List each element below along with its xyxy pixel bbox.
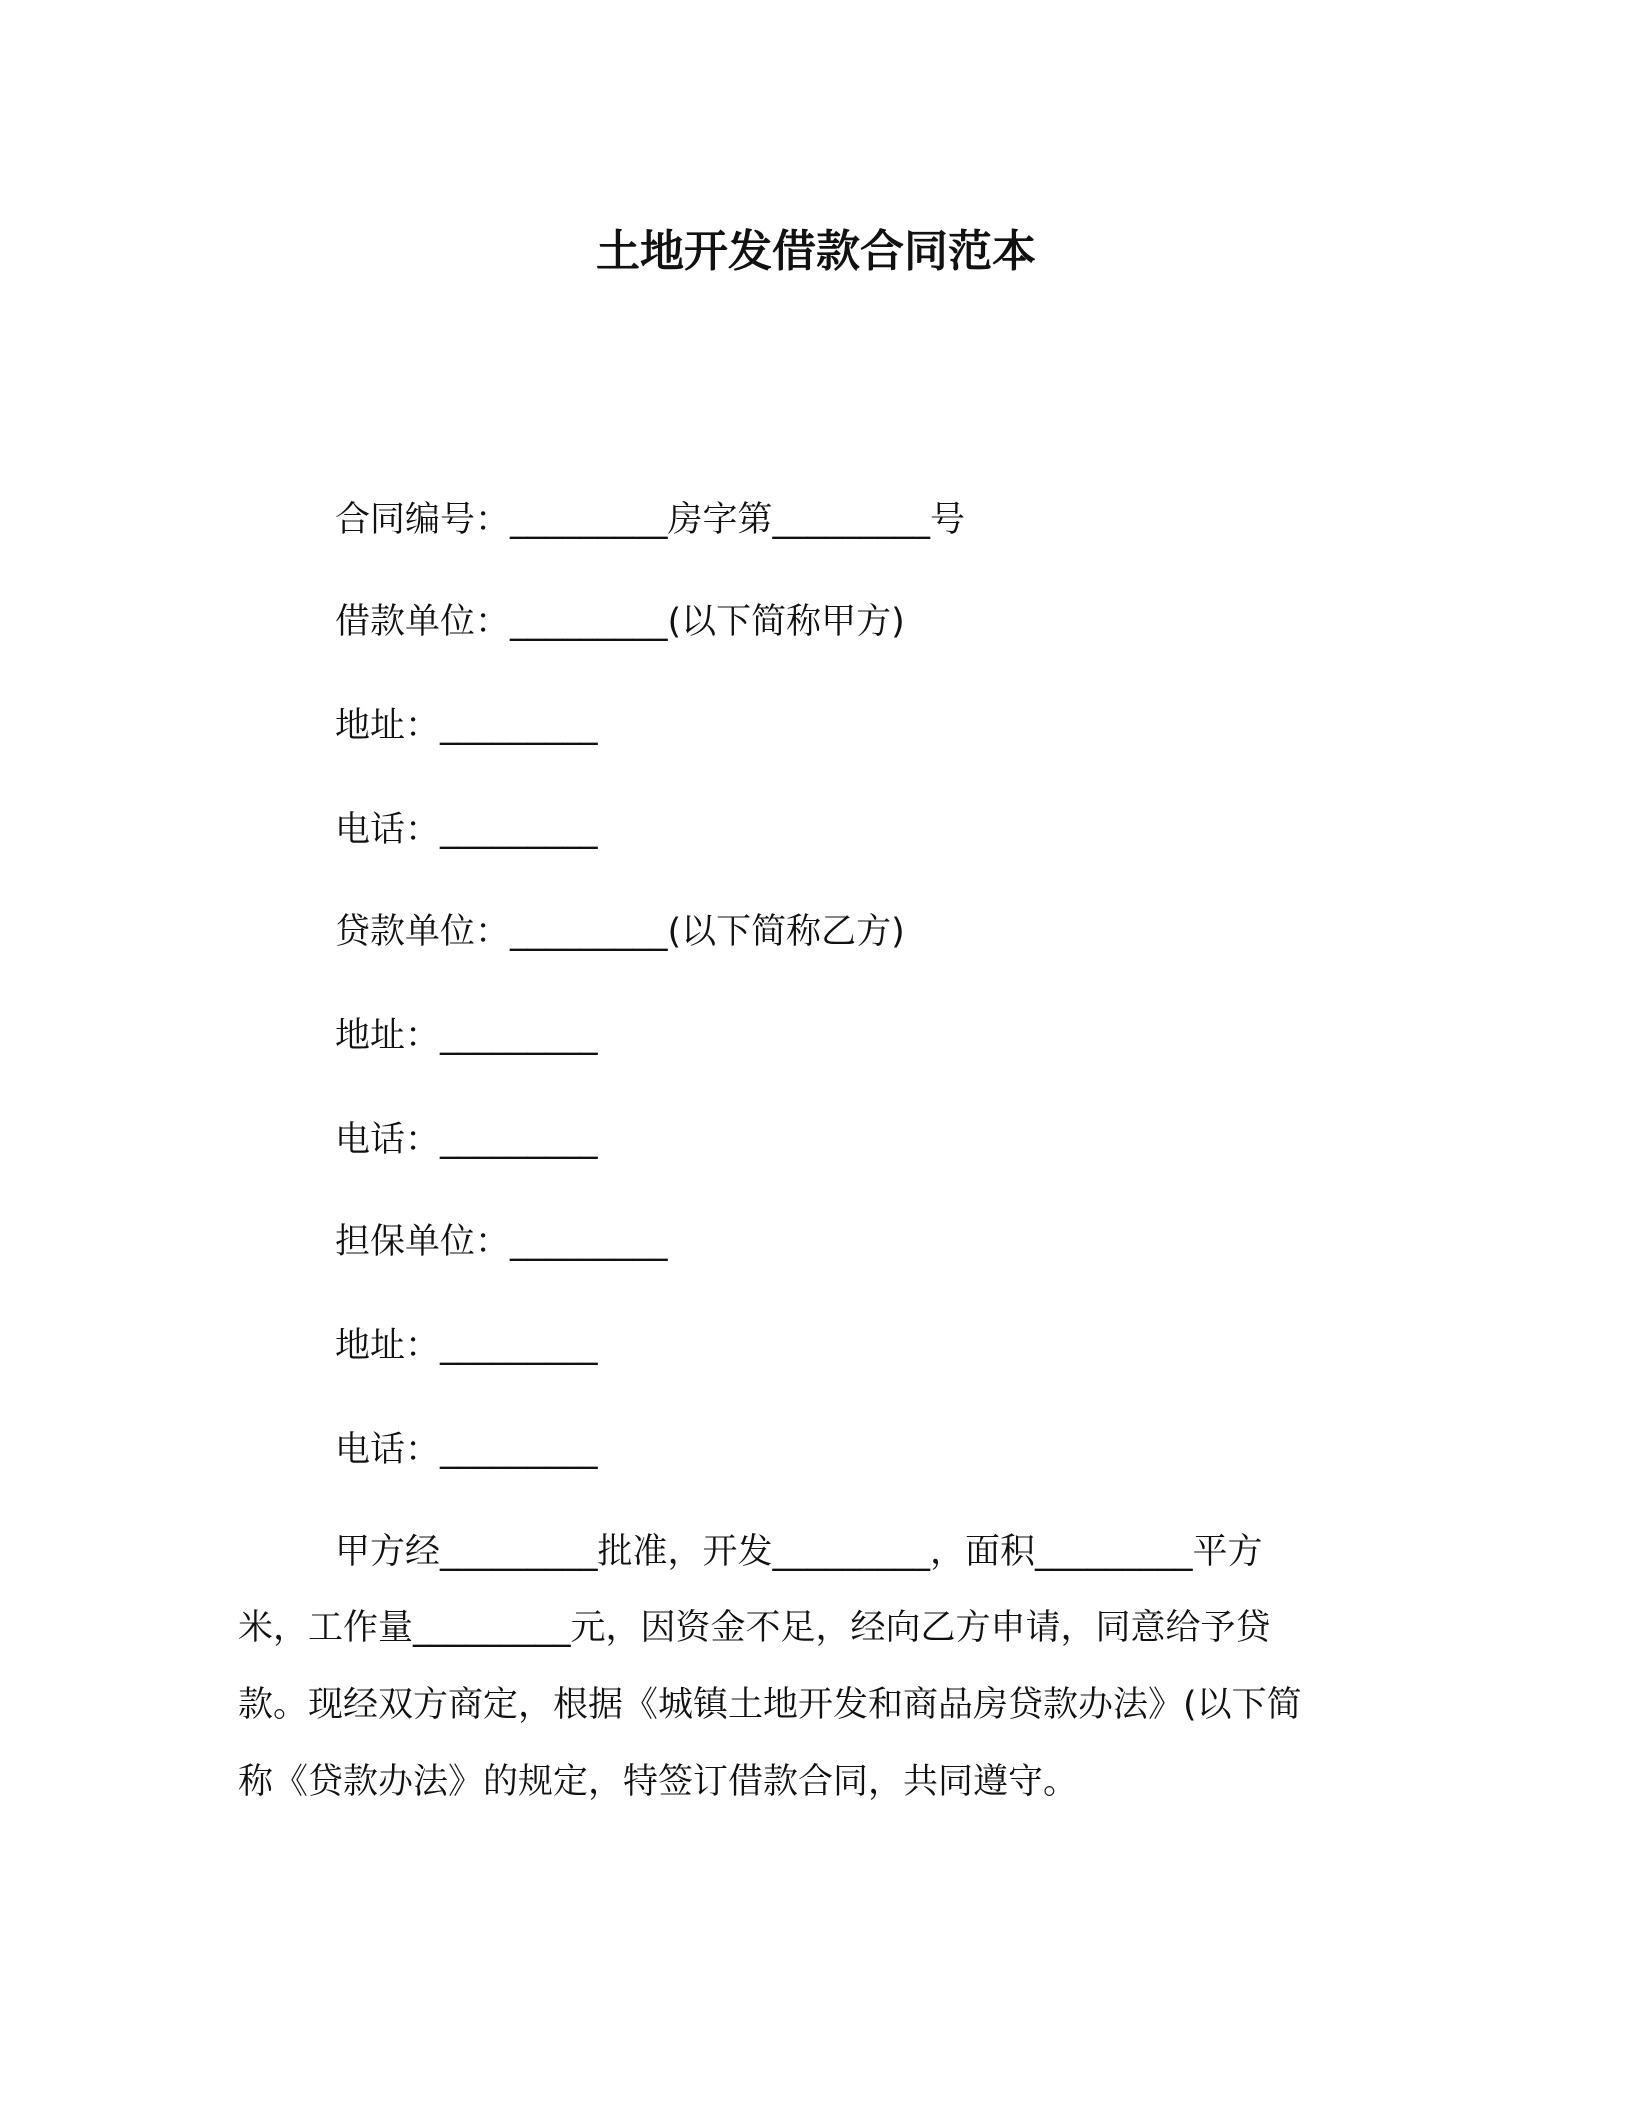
contract-number-line: 合同编号：_________房字第_________号 — [335, 500, 966, 540]
paragraph-line-1: 甲方经_________批准，开发_________，面积_________平方 — [335, 1532, 1263, 1572]
borrower-phone-line: 电话：_________ — [335, 810, 598, 850]
paragraph-line-3: 款。现经双方商定，根据《城镇土地开发和商品房贷款办法》(以下简 — [238, 1685, 1302, 1725]
lender-address-line: 地址：_________ — [335, 1016, 598, 1056]
borrower-address-line: 地址：_________ — [335, 706, 598, 746]
document-title: 土地开发借款合同范本 — [596, 226, 1036, 277]
borrower-line: 借款单位：_________(以下简称甲方) — [335, 602, 905, 642]
lender-phone-line: 电话：_________ — [335, 1120, 598, 1160]
paragraph-line-2: 米，工作量_________元，因资金不足，经向乙方申请，同意给予贷 — [238, 1608, 1271, 1648]
paragraph-line-4: 称《贷款办法》的规定，特签订借款合同，共同遵守。 — [238, 1762, 1079, 1802]
lender-line: 贷款单位：_________(以下简称乙方) — [335, 912, 905, 952]
guarantor-phone-line: 电话：_________ — [335, 1430, 598, 1470]
guarantor-address-line: 地址：_________ — [335, 1326, 598, 1366]
guarantor-line: 担保单位：_________ — [335, 1222, 668, 1262]
